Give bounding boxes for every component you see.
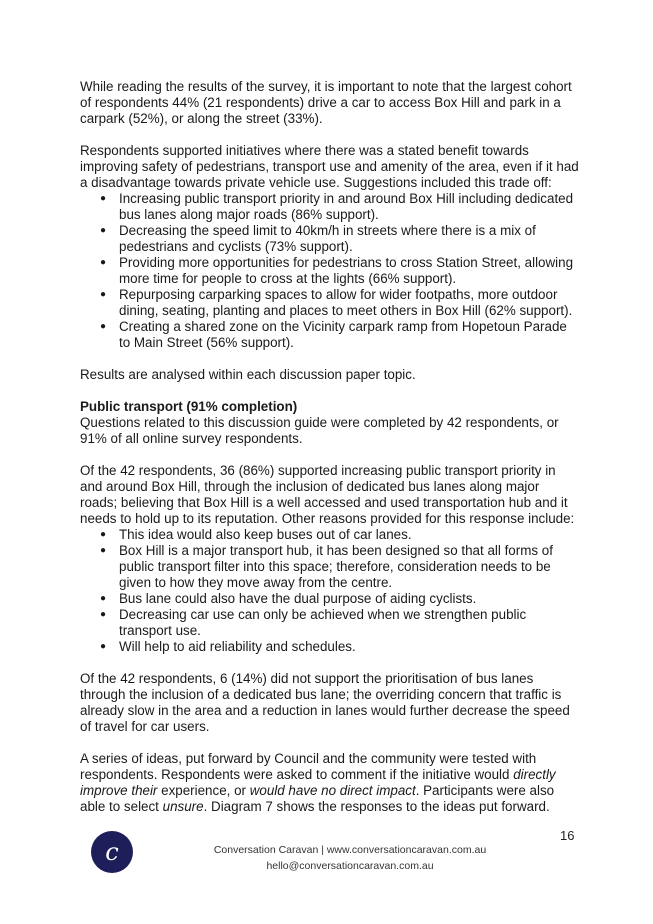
footer-contact-line: Conversation Caravan | www.conversationcaravan.com.au (213, 844, 487, 856)
list-item: ● Bus lane could also have the dual purpose of aiding cyclists. (80, 591, 580, 607)
pt-paragraph-3: Of the 42 respondents, 6 (14%) did not support the prioritisation of bus lanes through the inclusion of a dedicated bus lane; the overriding concern that traffic is already slow in the area and a reduction in lanes would further decrease the speed of travel for car users. (80, 671, 570, 734)
emphasis-text: would have no direct impact (249, 783, 416, 798)
text-run: A series of ideas, put forward by Council and the community were tested with respondents. Respondents were asked to comment if the initiative would (80, 751, 537, 782)
trade-off-list (80, 191, 580, 351)
logo-letter: c (105, 838, 119, 866)
list-item: ● This idea would also keep buses out of car lanes. (80, 527, 580, 543)
text-run: . Participants were also able to select (80, 783, 555, 814)
list-item: ● Creating a shared zone on the Vicinity carpark ramp from Hopetoun Parade to Main Street (56% support). (80, 319, 580, 351)
list-item: ● Repurposing carparking spaces to allow for wider footpaths, more outdoor dining, seating, planting and places to meet others in Box Hill (62% support). (80, 287, 580, 319)
intro-paragraph-2: Respondents supported initiatives where there was a stated benefit towards improving safety of pedestrians, transport use and amenity of the area, even if it had a disadvantage towards private vehicle use. Suggestions included this trade off: (80, 143, 579, 190)
text-run: . Diagram 7 shows the responses to the ideas put forward. (203, 799, 550, 814)
section-heading: Public transport (91% completion) (80, 399, 298, 414)
intro-paragraph-1: While reading the results of the survey, it is important to note that the largest cohort of respondents 44% (21 respondents) drive a car to access Box Hill and park in a carpark (52%), or along the street (33%). (80, 79, 572, 126)
list-item: ● Will help to aid reliability and schedules. (80, 639, 580, 655)
conversation-caravan-logo (91, 831, 133, 873)
list-item: ● Decreasing car use can only be achieved when we strengthen public transport use. (80, 607, 580, 639)
pt-paragraph-4 (80, 751, 580, 815)
emphasis-text: directly improve their (80, 767, 556, 798)
emphasis-text: unsure (162, 799, 204, 814)
document-body (80, 79, 580, 831)
list-item: ● Increasing public transport priority in and around Box Hill including dedicated bus lanes along major roads (86% support). (80, 191, 580, 223)
pt-paragraph-2: Of the 42 respondents, 36 (86%) supported increasing public transport priority in and around Box Hill, through the inclusion of dedicated bus lanes along major roads; believing that Box Hill is a well accessed and used transportation hub and it needs to hold up to its reputation. Other reasons provided for this response include: (80, 463, 575, 526)
pt-paragraph-1: Questions related to this discussion guide were completed by 42 respondents, or 91% of all online survey respondents. (80, 415, 559, 446)
intro-paragraph-3: Results are analysed within each discussion paper topic. (80, 367, 416, 382)
list-item: ● Decreasing the speed limit to 40km/h in streets where there is a mix of pedestrians and cyclists (73% support). (80, 223, 580, 255)
list-item: ● Box Hill is a major transport hub, it has been designed so that all forms of public transport filter into this space; therefore, consideration needs to be given to how they move away from the centre. (80, 543, 580, 591)
reasons-list (80, 527, 580, 655)
list-item: ● Providing more opportunities for pedestrians to cross Station Street, allowing more time for people to cross at the lights (66% support). (80, 255, 580, 287)
page-number: 16 (560, 828, 575, 843)
page-footer (200, 842, 500, 874)
text-run: experience, or (157, 783, 250, 798)
footer-email: hello@conversationcaravan.com.au (266, 860, 434, 872)
